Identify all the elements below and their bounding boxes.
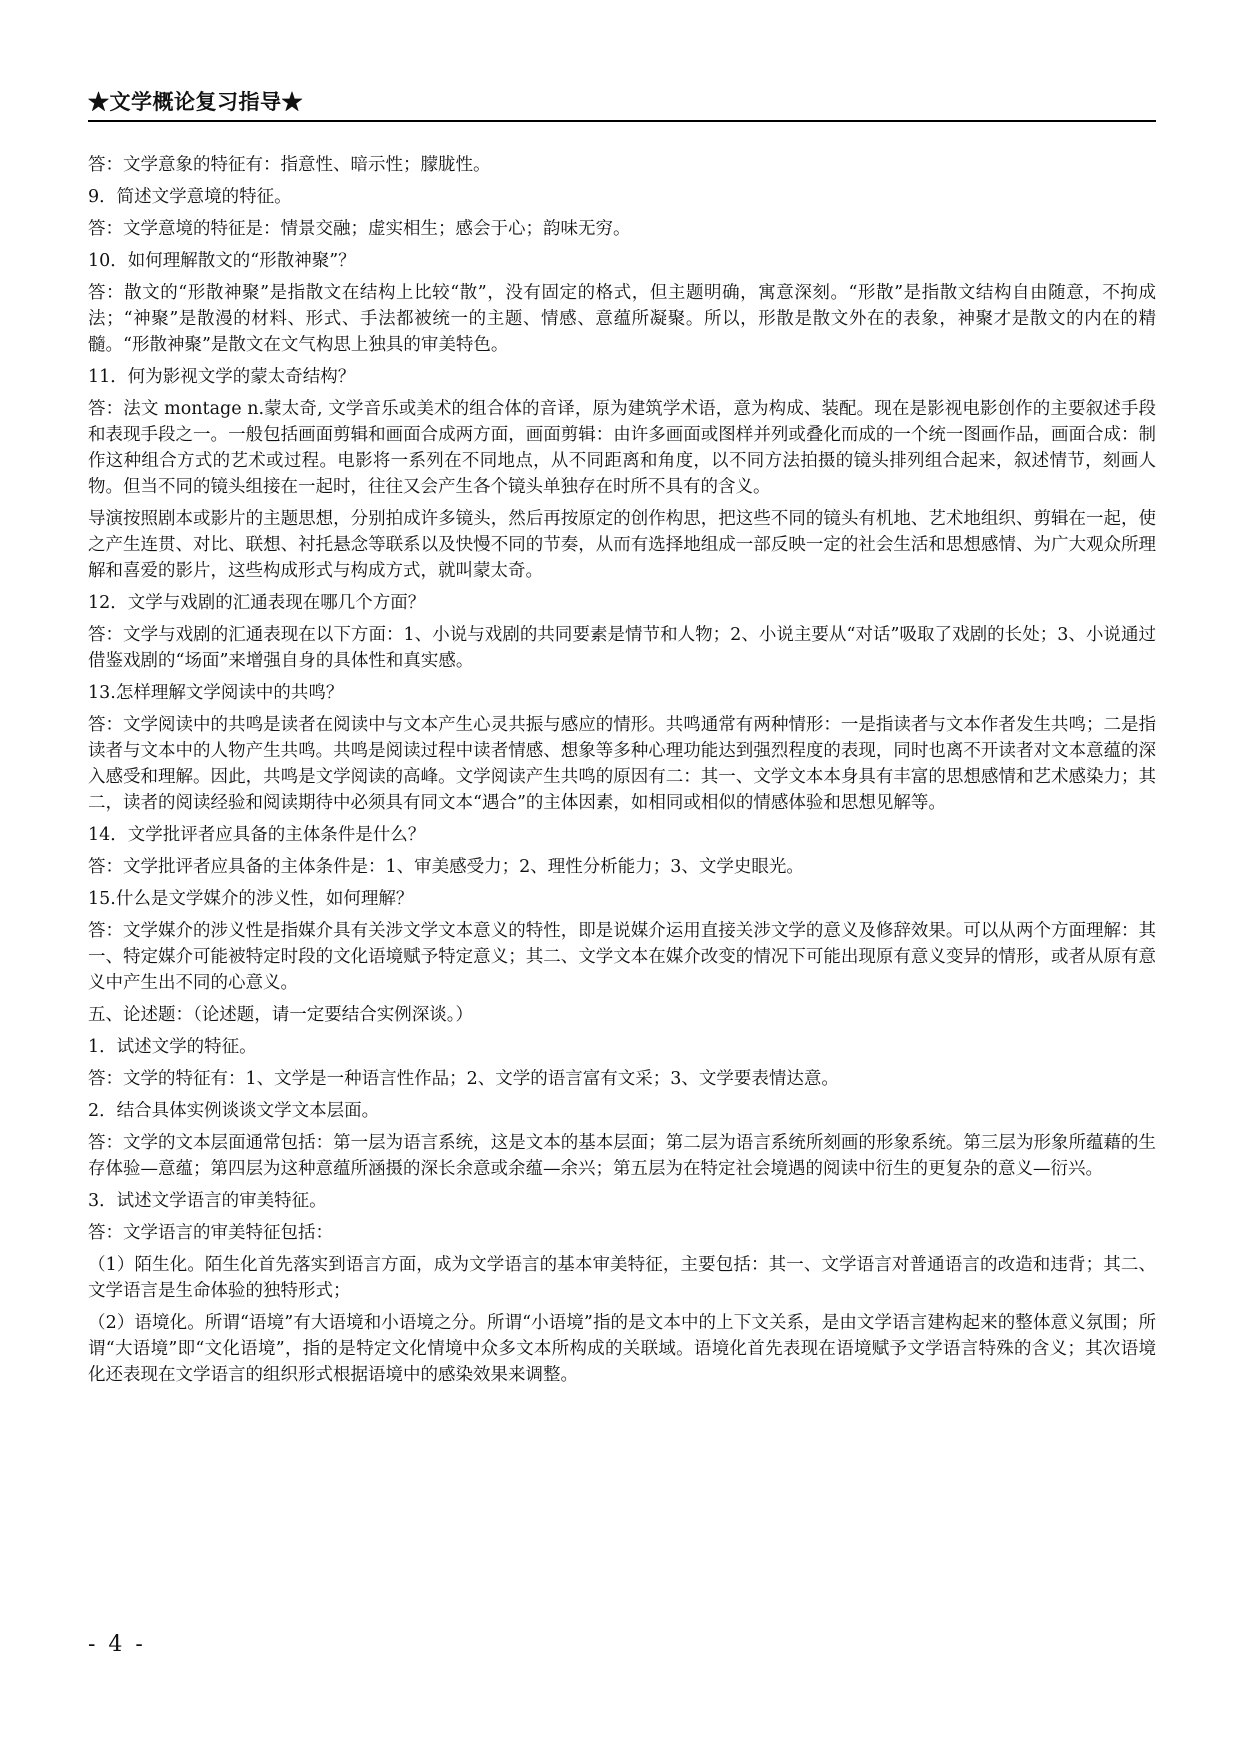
question-line: 13.怎样理解文学阅读中的共鸣？ [88,683,344,703]
answer-paragraph: 答：文学媒介的涉义性是指媒介具有关涉文学文本意义的特性，即是说媒介运用直接关涉文学的意义及修辞效果。可以从两个方面理解：其一、特定媒介可能被特定时段的文化语境赋予特定意义；其二、文学文本在媒介改变的情况下可能出现原有意义变异的情形，或者从原有意义中产生出不同的心意义。 [88,921,1156,993]
question-line: 11．何为影视文学的蒙太奇结构？ [88,367,356,387]
answer-paragraph: （2）语境化。所谓“语境”有大语境和小语境之分。所谓“小语境”指的是文本中的上下文关系，是由文学语言建构起来的整体意义氛围；所谓“大语境”即“文化语境”，指的是特定文化情境中众多文本所构成的关联域。语境化首先表现在语境赋予文学语言特殊的含义；其次语境化还表现在文学语言的组织形式根据语境中的感染效果来调整。 [88,1313,1156,1385]
question-line: 14．文学批评者应具备的主体条件是什么？ [88,825,426,845]
answer-paragraph: （1）陌生化。陌生化首先落实到语言方面，成为文学语言的基本审美特征，主要包括：其一、文学语言对普通语言的改造和违背；其二、文学语言是生命体验的独特形式； [88,1255,1156,1301]
page-number: - 4 - [88,1632,146,1657]
question-line: 15.什么是文学媒介的涉义性，如何理解？ [88,889,414,909]
question-line: 1．试述文学的特征。 [88,1037,257,1057]
answer-paragraph: 答：文学阅读中的共鸣是读者在阅读中与文本产生心灵共振与感应的情形。共鸣通常有两种情形：一是指读者与文本作者发生共鸣；二是指读者与文本中的人物产生共鸣。共鸣是阅读过程中读者情感、想象等多种心理功能达到强烈程度的表现，同时也离不开读者对文本意蕴的深入感受和理解。因此，共鸣是文学阅读的高峰。文学阅读产生共鸣的原因有二：其一、文学文本本身具有丰富的思想感情和艺术感染力；其二，读者的阅读经验和阅读期待中必须具有同文本“遇合”的主体因素，如相同或相似的情感体验和思想见解等。 [88,715,1156,813]
question-line: 9．简述文学意境的特征。 [88,187,292,207]
answer-paragraph: 答：文学与戏剧的汇通表现在以下方面：1、小说与戏剧的共同要素是情节和人物；2、小说主要从“对话”吸取了戏剧的长处；3、小说通过借鉴戏剧的“场面”来增强自身的具体性和真实感。 [88,625,1156,671]
answer-line: 答：文学批评者应具备的主体条件是：1、审美感受力；2、理性分析能力；3、文学史眼光。 [88,857,804,877]
answer-paragraph: 导演按照剧本或影片的主题思想，分别拍成许多镜头，然后再按原定的创作构思，把这些不同的镜头有机地、艺术地组织、剪辑在一起，使之产生连贯、对比、联想、衬托悬念等联系以及快慢不同的节奏，从而有选择地组成一部反映一定的社会生活和思想感情、为广大观众所理解和喜爱的影片，这些构成形式与构成方式，就叫蒙太奇。 [88,509,1156,581]
question-line: 12．文学与戏剧的汇通表现在哪几个方面？ [88,593,426,613]
page-content [88,152,1156,1394]
header-title: ★文学概论复习指导★ [88,89,303,114]
answer-line: 答：文学意境的特征是：情景交融；虚实相生；感会于心；韵味无穷。 [88,219,631,239]
answer-line: 答：文学的特征有：1、文学是一种语言性作品；2、文学的语言富有文采；3、文学要表情达意。 [88,1069,839,1089]
question-line: 10．如何理解散文的“形散神聚”？ [88,251,356,271]
section-heading: 五、论述题：（论述题，请一定要结合实例深谈。） [88,1005,473,1025]
answer-paragraph: 答：法文 montage n.蒙太奇, 文学音乐或美术的组合体的音译，原为建筑学术语，意为构成、装配。现在是影视电影创作的主要叙述手段和表现手段之一。一般包括画面剪辑和画面合成两方面，画面剪辑：由许多画面或图样并列或叠化而成的一个统一图画作品，画面合成：制作这种组合方式的艺术或过程。电影将一系列在不同地点，从不同距离和角度，以不同方法拍摄的镜头排列组合起来，叙述情节，刻画人物。但当不同的镜头组接在一起时，往往又会产生各个镜头单独存在时所不具有的含义。 [88,399,1156,497]
answer-paragraph: 答：文学的文本层面通常包括：第一层为语言系统，这是文本的基本层面；第二层为语言系统所刻画的形象系统。第三层为形象所蕴藉的生存体验—意蕴；第四层为这种意蕴所涵摄的深长余意或余蕴—余兴；第五层为在特定社会境遇的阅读中衍生的更复杂的意义—衍兴。 [88,1133,1156,1179]
question-line: 3．试述文学语言的审美特征。 [88,1191,327,1211]
page-header [88,86,1156,122]
answer-line: 答：文学语言的审美特征包括： [88,1223,333,1243]
answer-paragraph: 答：散文的“形散神聚”是指散文在结构上比较“散”，没有固定的格式，但主题明确，寓意深刻。“形散”是指散文结构自由随意，不拘成法；“神聚”是散漫的材料、形式、手法都被统一的主题、情感、意蕴所凝聚。所以，形散是散文外在的表象，神聚才是散文的内在的精髓。“形散神聚”是散文在文气构思上独具的审美特色。 [88,283,1156,355]
question-line: 2．结合具体实例谈谈文学文本层面。 [88,1101,380,1121]
answer-line: 答：文学意象的特征有：指意性、暗示性；朦胧性。 [88,155,491,175]
